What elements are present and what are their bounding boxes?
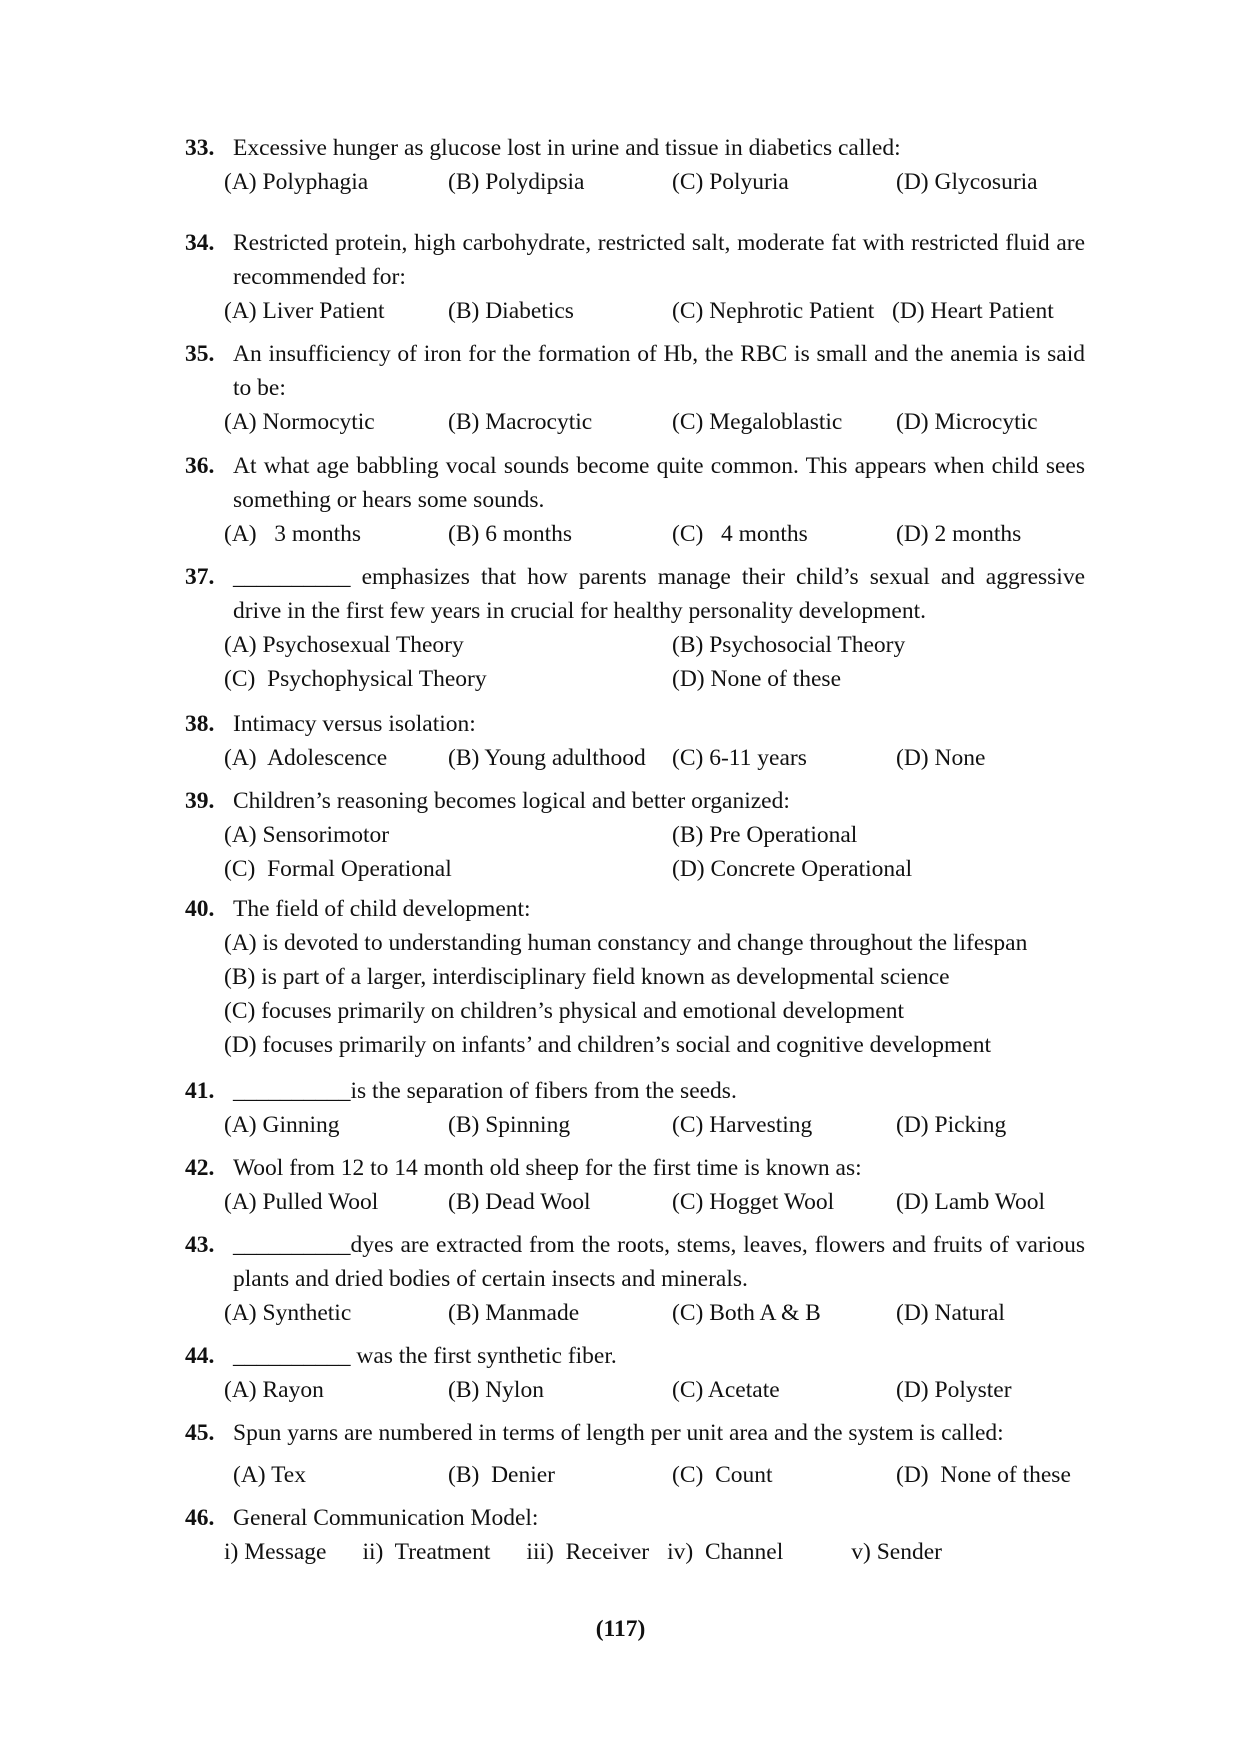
question-40	[185, 892, 1085, 1062]
options	[224, 1535, 1085, 1569]
option-d: (D) Heart Patient	[892, 298, 1054, 324]
option-a: (A) Tex	[233, 1462, 306, 1488]
options-row-2	[224, 852, 1085, 886]
option-d: (D) Lamb Wool	[896, 1189, 1046, 1215]
question-number: 37.	[185, 564, 215, 590]
question-33	[185, 131, 1085, 199]
option-b: (B) Pre Operational	[672, 822, 858, 848]
question-43	[185, 1228, 1085, 1330]
option-d: (D) Glycosuria	[896, 169, 1038, 195]
options	[224, 926, 1085, 1062]
question-number: 42.	[185, 1155, 215, 1181]
question-number: 45.	[185, 1420, 215, 1446]
option-c: (C) Harvesting	[672, 1112, 813, 1138]
question-text: General Communication Model:	[233, 1505, 539, 1531]
question-number: 35.	[185, 341, 215, 367]
option-a: (A) 3 months	[224, 521, 362, 547]
option-c: (C) Both A & B	[672, 1300, 821, 1326]
option-c: (C) Acetate	[672, 1377, 780, 1403]
question-number: 46.	[185, 1505, 215, 1531]
options	[224, 741, 1085, 775]
option-d: (D) 2 months	[896, 521, 1022, 547]
option-d: (D) Concrete Operational	[672, 856, 913, 882]
options-row-1	[224, 628, 1085, 662]
option-a: (A) Psychosexual Theory	[224, 632, 464, 658]
option-a: (A) Normocytic	[224, 409, 375, 435]
option-a: (A) Ginning	[224, 1112, 340, 1138]
option-c: (C) Polyuria	[672, 169, 789, 195]
option-a: (A) Synthetic	[224, 1300, 352, 1326]
question-number: 41.	[185, 1078, 215, 1104]
question-number: 38.	[185, 711, 215, 737]
option-c: (C) 6-11 years	[672, 745, 807, 771]
option-b: (B) Polydipsia	[448, 169, 585, 195]
question-number: 36.	[185, 453, 215, 479]
option-a: (A) Liver Patient	[224, 298, 385, 324]
question-38	[185, 707, 1085, 775]
option-b: (B) Manmade	[448, 1300, 580, 1326]
option-c: (C) Hogget Wool	[672, 1189, 835, 1215]
question-text: The field of child development:	[233, 896, 531, 922]
option-b: (B) Psychosocial Theory	[672, 632, 906, 658]
question-text: __________is the separation of fibers from the seeds.	[233, 1078, 737, 1104]
option-a: (A) Sensorimotor	[224, 822, 390, 848]
question-44	[185, 1339, 1085, 1407]
question-41	[185, 1074, 1085, 1142]
option-c: (C) Nephrotic Patient	[672, 298, 875, 324]
question-text: __________dyes are extracted from the roots, stems, leaves, flowers and fruits of various plants and dried bodies of certain insects and minerals.	[233, 1232, 1085, 1292]
option-a: (A) Adolescence	[224, 745, 388, 771]
options	[224, 165, 1085, 199]
question-number: 44.	[185, 1343, 215, 1369]
question-number: 39.	[185, 788, 215, 814]
question-text: Wool from 12 to 14 month old sheep for the first time is known as:	[233, 1155, 862, 1181]
options	[224, 1108, 1085, 1142]
item-i: i) Message	[224, 1539, 327, 1565]
option-a: (A) is devoted to understanding human constancy and change throughout the lifespan	[224, 930, 1028, 956]
option-b: (B) Young adulthood	[448, 745, 646, 771]
question-text: Children’s reasoning becomes logical and better organized:	[233, 788, 790, 814]
option-b: (B) Dead Wool	[448, 1189, 591, 1215]
question-text: At what age babbling vocal sounds become quite common. This appears when child sees something or hears some sounds.	[233, 453, 1085, 513]
option-c: (C) Formal Operational	[224, 856, 452, 882]
option-b: (B) Diabetics	[448, 298, 574, 324]
question-number: 43.	[185, 1232, 215, 1258]
item-v: v) Sender	[851, 1539, 942, 1565]
option-b: (B) 6 months	[448, 521, 573, 547]
option-d: (D) Natural	[896, 1300, 1005, 1326]
option-c: (C) Psychophysical Theory	[224, 666, 487, 692]
item-iii: iii) Receiver	[526, 1539, 650, 1565]
question-text: Excessive hunger as glucose lost in urine and tissue in diabetics called:	[233, 135, 901, 161]
options	[224, 1185, 1085, 1219]
option-d: (D) None of these	[896, 1462, 1071, 1488]
question-text: Intimacy versus isolation:	[233, 711, 476, 737]
option-a: (A) Pulled Wool	[224, 1189, 379, 1215]
option-c: (C) Count	[672, 1462, 773, 1488]
option-d: (D) Microcytic	[896, 409, 1038, 435]
options	[224, 294, 1085, 328]
options	[224, 1373, 1085, 1407]
question-39	[185, 784, 1085, 886]
option-d: (D) focuses primarily on infants’ and children’s social and cognitive development	[224, 1032, 992, 1058]
question-37	[185, 560, 1085, 696]
option-d: (D) Polyster	[896, 1377, 1012, 1403]
question-text: Restricted protein, high carbohydrate, restricted salt, moderate fat with restricted fluid are recommended for:	[233, 230, 1085, 290]
option-d: (D) Picking	[896, 1112, 1007, 1138]
question-text: An insufficiency of iron for the formation of Hb, the RBC is small and the anemia is said to be:	[233, 341, 1085, 401]
option-d: (D) None of these	[672, 666, 842, 692]
page-number: (117)	[595, 1616, 646, 1642]
item-ii: ii) Treatment	[362, 1539, 491, 1565]
question-42	[185, 1151, 1085, 1219]
option-c: (C) focuses primarily on children’s physical and emotional development	[224, 998, 905, 1024]
options	[224, 1296, 1085, 1330]
option-d: (D) None	[896, 745, 986, 771]
option-b: (B) is part of a larger, interdisciplinary field known as developmental science	[224, 964, 950, 990]
options	[224, 517, 1085, 551]
option-a: (A) Rayon	[224, 1377, 324, 1403]
item-iv: iv) Channel	[667, 1539, 784, 1565]
question-text: __________ was the first synthetic fiber.	[233, 1343, 617, 1369]
question-number: 34.	[185, 230, 215, 256]
question-35	[185, 337, 1085, 439]
option-a: (A) Polyphagia	[224, 169, 369, 195]
question-number: 33.	[185, 135, 215, 161]
question-text: __________ emphasizes that how parents manage their child’s sexual and aggressive drive in the first few years in crucial for healthy personality development.	[233, 564, 1085, 624]
options	[224, 405, 1085, 439]
options-row-2	[224, 662, 1085, 696]
question-text: Spun yarns are numbered in terms of length per unit area and the system is called:	[233, 1420, 1004, 1446]
option-b: (B) Denier	[448, 1462, 556, 1488]
question-46	[185, 1501, 1085, 1569]
question-34	[185, 226, 1085, 328]
option-c: (C) Megaloblastic	[672, 409, 843, 435]
option-b: (B) Spinning	[448, 1112, 571, 1138]
option-c: (C) 4 months	[672, 521, 808, 547]
question-45	[185, 1416, 1085, 1492]
question-36	[185, 449, 1085, 551]
options	[233, 1458, 1085, 1492]
option-b: (B) Macrocytic	[448, 409, 593, 435]
option-b: (B) Nylon	[448, 1377, 544, 1403]
question-number: 40.	[185, 896, 215, 922]
options-row-1	[224, 818, 1085, 852]
